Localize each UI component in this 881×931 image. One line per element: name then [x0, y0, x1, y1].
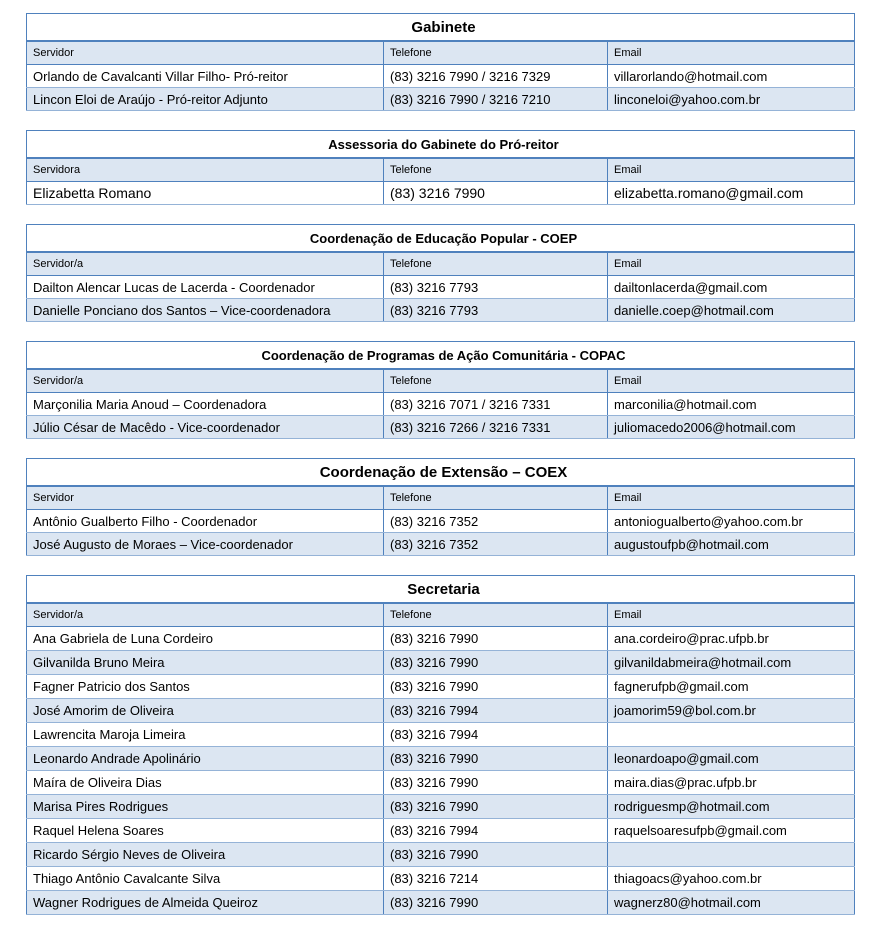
column-header-servidor: Servidor/a: [27, 369, 384, 393]
cell-name: Orlando de Cavalcanti Villar Filho- Pró-reitor: [27, 65, 384, 88]
section-gabinete: [26, 13, 854, 111]
cell-email: fagnerufpb@gmail.com: [608, 675, 855, 699]
cell-phone: (83) 3216 7994: [384, 723, 608, 747]
table-header-row: [27, 369, 855, 393]
table-row: [27, 891, 855, 915]
section-title: Coordenação de Educação Popular - COEP: [27, 225, 855, 253]
cell-email: joamorim59@bol.com.br: [608, 699, 855, 723]
table-header-row: [27, 486, 855, 510]
table-row: [27, 88, 855, 111]
table-header-row: [27, 41, 855, 65]
cell-email: danielle.coep@hotmail.com: [608, 299, 855, 322]
column-header-telefone: Telefone: [384, 486, 608, 510]
column-header-email: Email: [608, 158, 855, 182]
table-row: [27, 393, 855, 416]
table-row: [27, 276, 855, 299]
table-header-row: [27, 158, 855, 182]
table-row: [27, 771, 855, 795]
cell-email: elizabetta.romano@gmail.com: [608, 182, 855, 205]
table-row: [27, 182, 855, 205]
cell-phone: (83) 3216 7990: [384, 747, 608, 771]
cell-name: Ana Gabriela de Luna Cordeiro: [27, 627, 384, 651]
cell-email: leonardoapo@gmail.com: [608, 747, 855, 771]
section-coex: [26, 458, 854, 556]
contact-table: [26, 341, 855, 439]
cell-email: marconilia@hotmail.com: [608, 393, 855, 416]
table-row: [27, 843, 855, 867]
cell-name: Júlio César de Macêdo - Vice-coordenador: [27, 416, 384, 439]
cell-name: Lawrencita Maroja Limeira: [27, 723, 384, 747]
column-header-telefone: Telefone: [384, 603, 608, 627]
column-header-email: Email: [608, 486, 855, 510]
column-header-email: Email: [608, 252, 855, 276]
cell-email: antoniogualberto@yahoo.com.br: [608, 510, 855, 533]
cell-phone: (83) 3216 7352: [384, 510, 608, 533]
section-title: Coordenação de Programas de Ação Comunitária - COPAC: [27, 342, 855, 370]
cell-name: Elizabetta Romano: [27, 182, 384, 205]
cell-name: Danielle Ponciano dos Santos – Vice-coordenadora: [27, 299, 384, 322]
table-row: [27, 723, 855, 747]
cell-phone: (83) 3216 7994: [384, 819, 608, 843]
cell-phone: (83) 3216 7990: [384, 843, 608, 867]
cell-email: villarorlando@hotmail.com: [608, 65, 855, 88]
cell-email: [608, 843, 855, 867]
cell-name: Fagner Patricio dos Santos: [27, 675, 384, 699]
contact-table: [26, 130, 855, 205]
table-row: [27, 65, 855, 88]
contact-table: [26, 575, 855, 915]
cell-name: Raquel Helena Soares: [27, 819, 384, 843]
cell-name: José Augusto de Moraes – Vice-coordenador: [27, 533, 384, 556]
cell-phone: (83) 3216 7990: [384, 182, 608, 205]
table-header-row: [27, 252, 855, 276]
cell-name: Gilvanilda Bruno Meira: [27, 651, 384, 675]
cell-email: gilvanildabmeira@hotmail.com: [608, 651, 855, 675]
column-header-telefone: Telefone: [384, 158, 608, 182]
column-header-telefone: Telefone: [384, 41, 608, 65]
cell-email: ana.cordeiro@prac.ufpb.br: [608, 627, 855, 651]
cell-phone: (83) 3216 7793: [384, 276, 608, 299]
contact-table: [26, 224, 855, 322]
cell-phone: (83) 3216 7071 / 3216 7331: [384, 393, 608, 416]
column-header-email: Email: [608, 369, 855, 393]
table-row: [27, 627, 855, 651]
cell-email: augustoufpb@hotmail.com: [608, 533, 855, 556]
table-row: [27, 819, 855, 843]
section-secretaria: [26, 575, 854, 915]
cell-phone: (83) 3216 7990: [384, 771, 608, 795]
cell-phone: (83) 3216 7990: [384, 795, 608, 819]
cell-email: juliomacedo2006@hotmail.com: [608, 416, 855, 439]
section-title: Gabinete: [27, 14, 855, 42]
column-header-servidor: Servidor: [27, 41, 384, 65]
cell-name: Ricardo Sérgio Neves de Oliveira: [27, 843, 384, 867]
cell-email: dailtonlacerda@gmail.com: [608, 276, 855, 299]
cell-email: raquelsoaresufpb@gmail.com: [608, 819, 855, 843]
cell-phone: (83) 3216 7990: [384, 675, 608, 699]
cell-phone: (83) 3216 7990: [384, 627, 608, 651]
cell-email: maira.dias@prac.ufpb.br: [608, 771, 855, 795]
table-row: [27, 795, 855, 819]
section-title: Coordenação de Extensão – COEX: [27, 459, 855, 487]
cell-phone: (83) 3216 7990: [384, 651, 608, 675]
cell-name: Lincon Eloi de Araújo - Pró-reitor Adjunto: [27, 88, 384, 111]
contact-table: [26, 458, 855, 556]
table-row: [27, 651, 855, 675]
cell-phone: (83) 3216 7793: [384, 299, 608, 322]
cell-phone: (83) 3216 7214: [384, 867, 608, 891]
column-header-servidor: Servidor/a: [27, 252, 384, 276]
cell-phone: (83) 3216 7990 / 3216 7329: [384, 65, 608, 88]
cell-email: [608, 723, 855, 747]
cell-email: rodriguesmp@hotmail.com: [608, 795, 855, 819]
section-copac: [26, 341, 854, 439]
cell-phone: (83) 3216 7352: [384, 533, 608, 556]
table-header-row: [27, 603, 855, 627]
section-assessoria: [26, 130, 854, 205]
table-row: [27, 867, 855, 891]
column-header-email: Email: [608, 603, 855, 627]
cell-name: Leonardo Andrade Apolinário: [27, 747, 384, 771]
cell-email: thiagoacs@yahoo.com.br: [608, 867, 855, 891]
column-header-telefone: Telefone: [384, 369, 608, 393]
table-row: [27, 299, 855, 322]
column-header-email: Email: [608, 41, 855, 65]
table-row: [27, 747, 855, 771]
table-row: [27, 416, 855, 439]
column-header-servidor: Servidora: [27, 158, 384, 182]
cell-name: Antônio Gualberto Filho - Coordenador: [27, 510, 384, 533]
cell-email: wagnerz80@hotmail.com: [608, 891, 855, 915]
table-row: [27, 675, 855, 699]
section-title: Secretaria: [27, 576, 855, 604]
cell-email: linconeloi@yahoo.com.br: [608, 88, 855, 111]
cell-name: José Amorim de Oliveira: [27, 699, 384, 723]
cell-phone: (83) 3216 7990 / 3216 7210: [384, 88, 608, 111]
cell-phone: (83) 3216 7990: [384, 891, 608, 915]
table-row: [27, 699, 855, 723]
cell-name: Marisa Pires Rodrigues: [27, 795, 384, 819]
table-row: [27, 533, 855, 556]
cell-name: Dailton Alencar Lucas de Lacerda - Coordenador: [27, 276, 384, 299]
cell-phone: (83) 3216 7266 / 3216 7331: [384, 416, 608, 439]
cell-name: Thiago Antônio Cavalcante Silva: [27, 867, 384, 891]
contact-table: [26, 13, 855, 111]
column-header-telefone: Telefone: [384, 252, 608, 276]
cell-name: Wagner Rodrigues de Almeida Queiroz: [27, 891, 384, 915]
column-header-servidor: Servidor: [27, 486, 384, 510]
cell-phone: (83) 3216 7994: [384, 699, 608, 723]
section-title: Assessoria do Gabinete do Pró-reitor: [27, 131, 855, 159]
cell-name: Maíra de Oliveira Dias: [27, 771, 384, 795]
section-coep: [26, 224, 854, 322]
cell-name: Marçonilia Maria Anoud – Coordenadora: [27, 393, 384, 416]
table-row: [27, 510, 855, 533]
column-header-servidor: Servidor/a: [27, 603, 384, 627]
